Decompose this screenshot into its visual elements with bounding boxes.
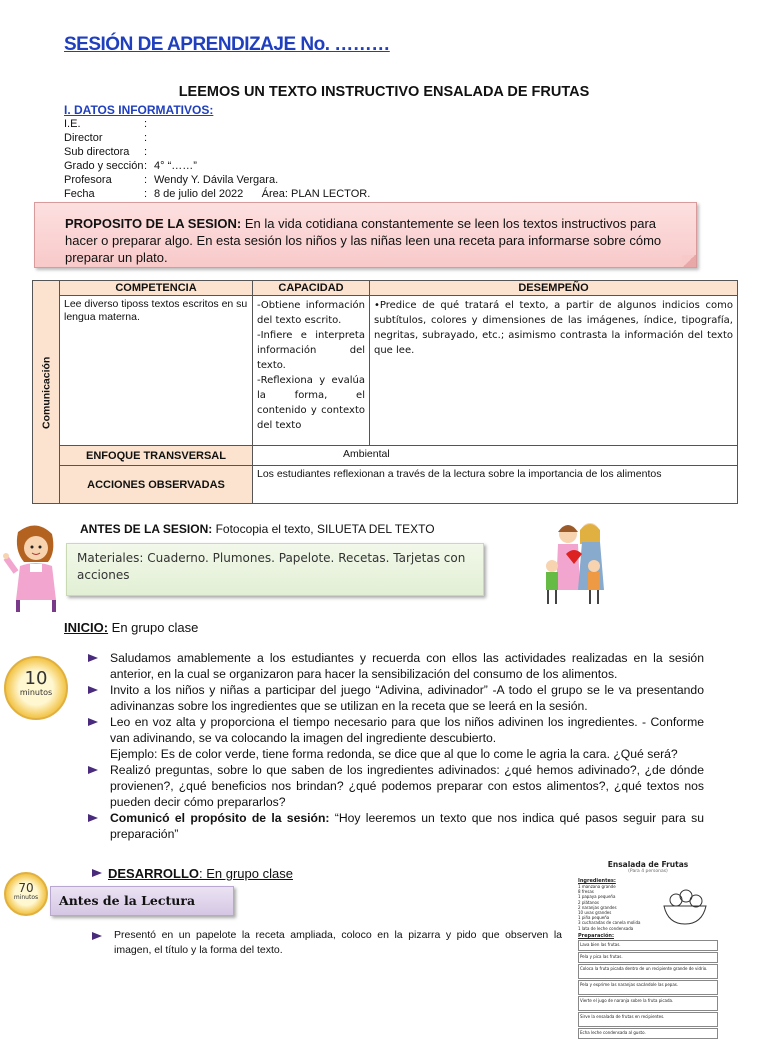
inicio-label: INICIO: bbox=[64, 620, 109, 635]
info-sep: : bbox=[144, 174, 148, 186]
bullet-text: Realizó preguntas, sobre lo que saben de los ingredientes adivinados: ¿qué hemos adivinado?, ¿de dónde provienen?, ¿qué beneficios nos brindan? ¿qué podemos preparar con estos alimentos?, ¿qué textos nos pueden decir cómo prepararlos? bbox=[110, 763, 704, 809]
recipe-title: Ensalada de Frutas bbox=[607, 860, 689, 869]
info-sep: : bbox=[144, 146, 148, 158]
timer-unit: minutos bbox=[13, 894, 39, 901]
enfoque-label: ENFOQUE TRANSVERSAL bbox=[60, 446, 253, 466]
ingredient-item: 10 uvas grandes bbox=[578, 910, 612, 916]
ingredients-label: Ingredientes: bbox=[578, 878, 616, 884]
info-value: 4° “……” bbox=[154, 160, 197, 172]
ingredient-item: 1 papaya pequeña bbox=[578, 894, 616, 900]
list-item bbox=[88, 714, 704, 762]
ingredients-block bbox=[578, 884, 718, 931]
bullet-arrow-icon bbox=[88, 765, 98, 775]
ingredients-list bbox=[578, 884, 660, 931]
timer-70-minutes bbox=[4, 872, 48, 916]
ingredient-item: 8 fresas bbox=[578, 889, 594, 895]
antes-text: Fotocopia el texto, SILUETA DEL TEXTO bbox=[212, 522, 435, 536]
acciones-value: Los estudiantes reflexionan a través de la lectura sobre la importancia de los alimentos bbox=[253, 466, 738, 504]
desarrollo-heading bbox=[92, 866, 293, 881]
bullet-text: Saludamos amablemente a los estudiantes y recuerda con ellos las actividades realizadas en la sesión anterior, en la cual se organizaron para hacer la sensibilización del consumo de los alimentos. bbox=[110, 651, 704, 681]
purpose-text: En la vida cotidiana constantemente se leen los textos instructivos para hacer o preparar algo. En esta sesión los niños y las niñas leen una receta para informarse sobre cómo preparar un plato. bbox=[65, 216, 662, 265]
timer-10-minutes bbox=[4, 656, 68, 720]
inicio-heading bbox=[64, 620, 198, 635]
timer-unit: minutos bbox=[19, 688, 53, 697]
header-competencia: COMPETENCIA bbox=[60, 281, 253, 296]
info-row-fecha bbox=[64, 187, 370, 201]
recipe-step: Vierte el jugo de naranja sobre la fruta picada. bbox=[578, 996, 718, 1011]
document-title: LEEMOS UN TEXTO INSTRUCTIVO ENSALADA DE FRUTAS bbox=[178, 84, 590, 100]
capacidad-item: -Infiere e interpreta información del texto. bbox=[257, 330, 365, 371]
info-label: I.E. bbox=[64, 118, 81, 130]
bullet-arrow-icon bbox=[88, 685, 98, 695]
info-label: Sub directora bbox=[64, 146, 130, 158]
teacher-illustration bbox=[4, 522, 68, 614]
ingredient-item: 1 manzana grande bbox=[578, 884, 616, 889]
enfoque-row bbox=[33, 446, 738, 466]
recipe-subtitle: (Para 4 personas) bbox=[628, 869, 668, 874]
area-cell: Comunicación bbox=[33, 281, 60, 504]
info-label: Grado y sección bbox=[64, 160, 144, 172]
info-sep: : bbox=[144, 118, 148, 130]
info-row-grado bbox=[64, 159, 197, 173]
page-curl-decoration bbox=[682, 255, 696, 267]
competencia-cell: Lee diverso tiposs textos escritos en su lengua materna. bbox=[60, 296, 253, 446]
competency-table bbox=[32, 280, 738, 504]
recipe-step: Pela y exprime las naranjas sacándole las pepas. bbox=[578, 980, 718, 995]
steps-list bbox=[578, 940, 718, 1039]
ingredient-item: 1 lata de leche condensada bbox=[578, 925, 634, 931]
table-content-row bbox=[33, 296, 738, 446]
ingredient-item: 2 naranjas grandes bbox=[578, 904, 617, 910]
desempeno-cell: •Predice de qué tratará el texto, a partir de algunos indicios como subtítulos, colores y dimensiones de las imágenes, índice, tipografía, negritas, subrayado, etc.; asimismo contrasta la información del texto que lee. bbox=[370, 296, 738, 446]
bullet-strong: Comunicó el propósito de la sesión: bbox=[110, 811, 330, 825]
list-item bbox=[88, 762, 704, 810]
fruit-bowl-illustration bbox=[660, 884, 710, 928]
recipe-step: Coloca la fruta picada dentro de un recipiente grande de vidrio. bbox=[578, 964, 718, 979]
recipe-card bbox=[578, 860, 718, 1035]
purpose-box bbox=[34, 202, 697, 268]
recipe-step: Pela y pica las frutas. bbox=[578, 952, 718, 963]
list-item bbox=[92, 928, 562, 958]
bullet-text: Presentó en un papelote la receta ampliada, coloco en la pizarra y pido que observen la imagen, el título y la forma del texto. bbox=[114, 929, 562, 956]
acciones-row bbox=[33, 466, 738, 504]
bullet-arrow-icon bbox=[88, 813, 98, 823]
info-row-director bbox=[64, 131, 154, 145]
timer-number: 70 bbox=[18, 881, 34, 895]
bullet-text: Leo en voz alta y proporciona el tiempo necesario para que los niños adivinen los ingredientes. - Conforme van adivinando, se va colocando la imagen del ingrediente descubierto. bbox=[110, 715, 704, 745]
timer-number: 10 bbox=[24, 668, 48, 689]
info-row-profesora bbox=[64, 173, 278, 187]
info-row-subdirectora bbox=[64, 145, 154, 159]
session-title: SESIÓN DE APRENDIZAJE No. ……… bbox=[64, 34, 390, 55]
antes-lectura-box: Antes de la Lectura bbox=[50, 886, 234, 916]
family-illustration bbox=[538, 520, 618, 608]
capacidad-cell bbox=[253, 296, 370, 446]
capacidad-item: -Reflexiona y evalúa la forma, el contenido y contexto del texto bbox=[257, 375, 365, 431]
acciones-label: ACCIONES OBSERVADAS bbox=[60, 466, 253, 504]
bullet-arrow-icon bbox=[88, 653, 98, 663]
desarrollo-text: : En grupo clase bbox=[199, 866, 293, 881]
info-sep: : bbox=[144, 188, 148, 200]
header-desempeno: DESEMPEÑO bbox=[370, 281, 738, 296]
bullet-text: “Hoy leeremos un texto que nos indica qué pasos seguir para su preparación” bbox=[110, 811, 704, 841]
info-value: Wendy Y. Dávila Vergara. bbox=[154, 174, 279, 186]
info-sep: : bbox=[144, 132, 148, 144]
list-item bbox=[88, 682, 704, 714]
antes-sesion bbox=[80, 522, 435, 536]
recipe-step: Sirve la ensalada de frutas en recipientes. bbox=[578, 1012, 718, 1027]
bullet-arrow-icon bbox=[88, 717, 98, 727]
table-header-row bbox=[33, 281, 738, 296]
ingredient-item: 2 plátanos bbox=[578, 899, 600, 905]
desarrollo-label: DESARROLLO bbox=[108, 866, 199, 881]
info-label: Fecha bbox=[64, 188, 95, 200]
list-item bbox=[88, 650, 704, 682]
bullet-text: Invito a los niños y niñas a participar del juego “Adivina, adivinador” -A todo el grupo se le va presentando adivinanzas sobre los ingredientes que se utilizan en la receta que se leerá en la sesión. bbox=[110, 683, 704, 713]
recipe-step: Lava bien las frutas. bbox=[578, 940, 718, 951]
bullet-arrow-icon bbox=[92, 931, 102, 941]
list-item bbox=[88, 810, 704, 842]
enfoque-value: Ambiental bbox=[253, 446, 738, 466]
header-capacidad: CAPACIDAD bbox=[253, 281, 370, 296]
inicio-bullet-list bbox=[88, 650, 704, 842]
info-label: Profesora bbox=[64, 174, 112, 186]
bullet-example: Ejemplo: Es de color verde, tiene forma redonda, se dice que al que lo come le agria la cara. ¿Qué será? bbox=[110, 747, 678, 761]
info-label: Director bbox=[64, 132, 103, 144]
capacidad-item: -Obtiene información del texto escrito. bbox=[257, 300, 365, 326]
ingredient-item: 1 piña pequeña bbox=[578, 915, 610, 921]
bullet-arrow-icon bbox=[92, 868, 102, 878]
purpose-label: PROPOSITO DE LA SESION: bbox=[65, 216, 242, 231]
ingredient-item: 3 cucharadas de canela molida bbox=[578, 920, 641, 926]
info-value: 8 de julio del 2022 Área: PLAN LECTOR. bbox=[154, 188, 371, 200]
info-row-ie bbox=[64, 117, 154, 131]
info-sep: : bbox=[144, 160, 148, 172]
preparation-label: Preparación: bbox=[578, 932, 614, 939]
materials-box: Materiales: Cuaderno. Plumones. Papelote. Recetas. Tarjetas con acciones bbox=[66, 543, 484, 596]
recipe-step: Echa leche condensada al gusto. bbox=[578, 1028, 718, 1039]
inicio-text: En grupo clase bbox=[108, 620, 199, 635]
desarrollo-bullet-list bbox=[92, 928, 562, 958]
info-heading: I. DATOS INFORMATIVOS: bbox=[64, 103, 214, 117]
antes-label: ANTES DE LA SESION: bbox=[80, 522, 213, 536]
